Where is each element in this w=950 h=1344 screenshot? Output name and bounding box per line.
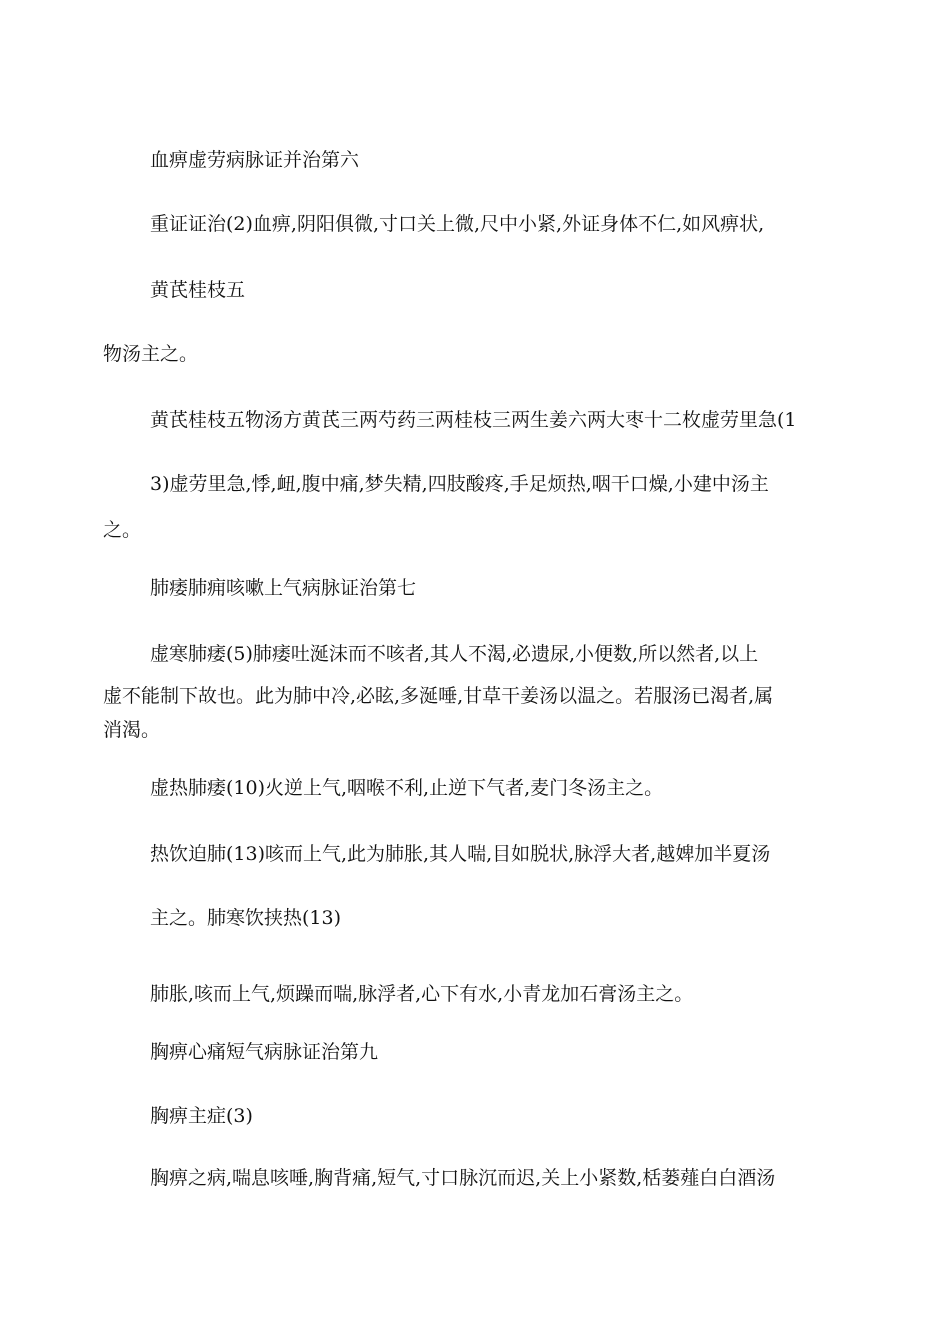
text-line: 热饮迫肺(13)咳而上气,此为肺胀,其人喘,目如脱状,脉浮大者,越婢加半夏汤 [150, 843, 771, 865]
text-line: 黄芪桂枝五 [150, 279, 246, 301]
text-line: 主之。肺寒饮挟热(13) [150, 907, 342, 929]
text-line: 黄芪桂枝五物汤方黄芪三两芍药三两桂枝三两生姜六两大枣十二枚虚劳里急(1 [150, 409, 797, 431]
text-line: 虚不能制下故也。此为肺中冷,必眩,多涎唾,甘草干姜汤以温之。若服汤已渴者,属 [103, 685, 774, 707]
section-heading: 血痹虚劳病脉证并治第六 [150, 149, 360, 171]
text-line: 物汤主之。 [103, 343, 199, 365]
text-line: 肺胀,咳而上气,烦躁而喘,脉浮者,心下有水,小青龙加石膏汤主之。 [150, 983, 694, 1005]
text-line: 3)虚劳里急,悸,衄,腹中痛,梦失精,四肢酸疼,手足烦热,咽干口燥,小建中汤主 [150, 473, 769, 495]
text-line: 胸痹之病,喘息咳唾,胸背痛,短气,寸口脉沉而迟,关上小紧数,栝蒌薤白白酒汤 [150, 1167, 776, 1189]
text-line: 虚热肺痿(10)火逆上气,咽喉不利,止逆下气者,麦门冬汤主之。 [150, 777, 664, 799]
section-heading: 胸痹心痛短气病脉证治第九 [150, 1041, 379, 1063]
section-heading: 肺痿肺痈咳嗽上气病脉证治第七 [150, 577, 417, 599]
text-line: 之。 [103, 519, 142, 541]
sub-heading: 胸痹主症(3) [150, 1105, 253, 1127]
text-line: 重证证治(2)血痹,阴阳俱微,寸口关上微,尺中小紧,外证身体不仁,如风痹状, [150, 213, 765, 235]
text-line: 虚寒肺痿(5)肺痿吐涎沫而不咳者,其人不渴,必遗尿,小便数,所以然者,以上 [150, 643, 759, 665]
text-line: 消渴。 [103, 719, 161, 741]
